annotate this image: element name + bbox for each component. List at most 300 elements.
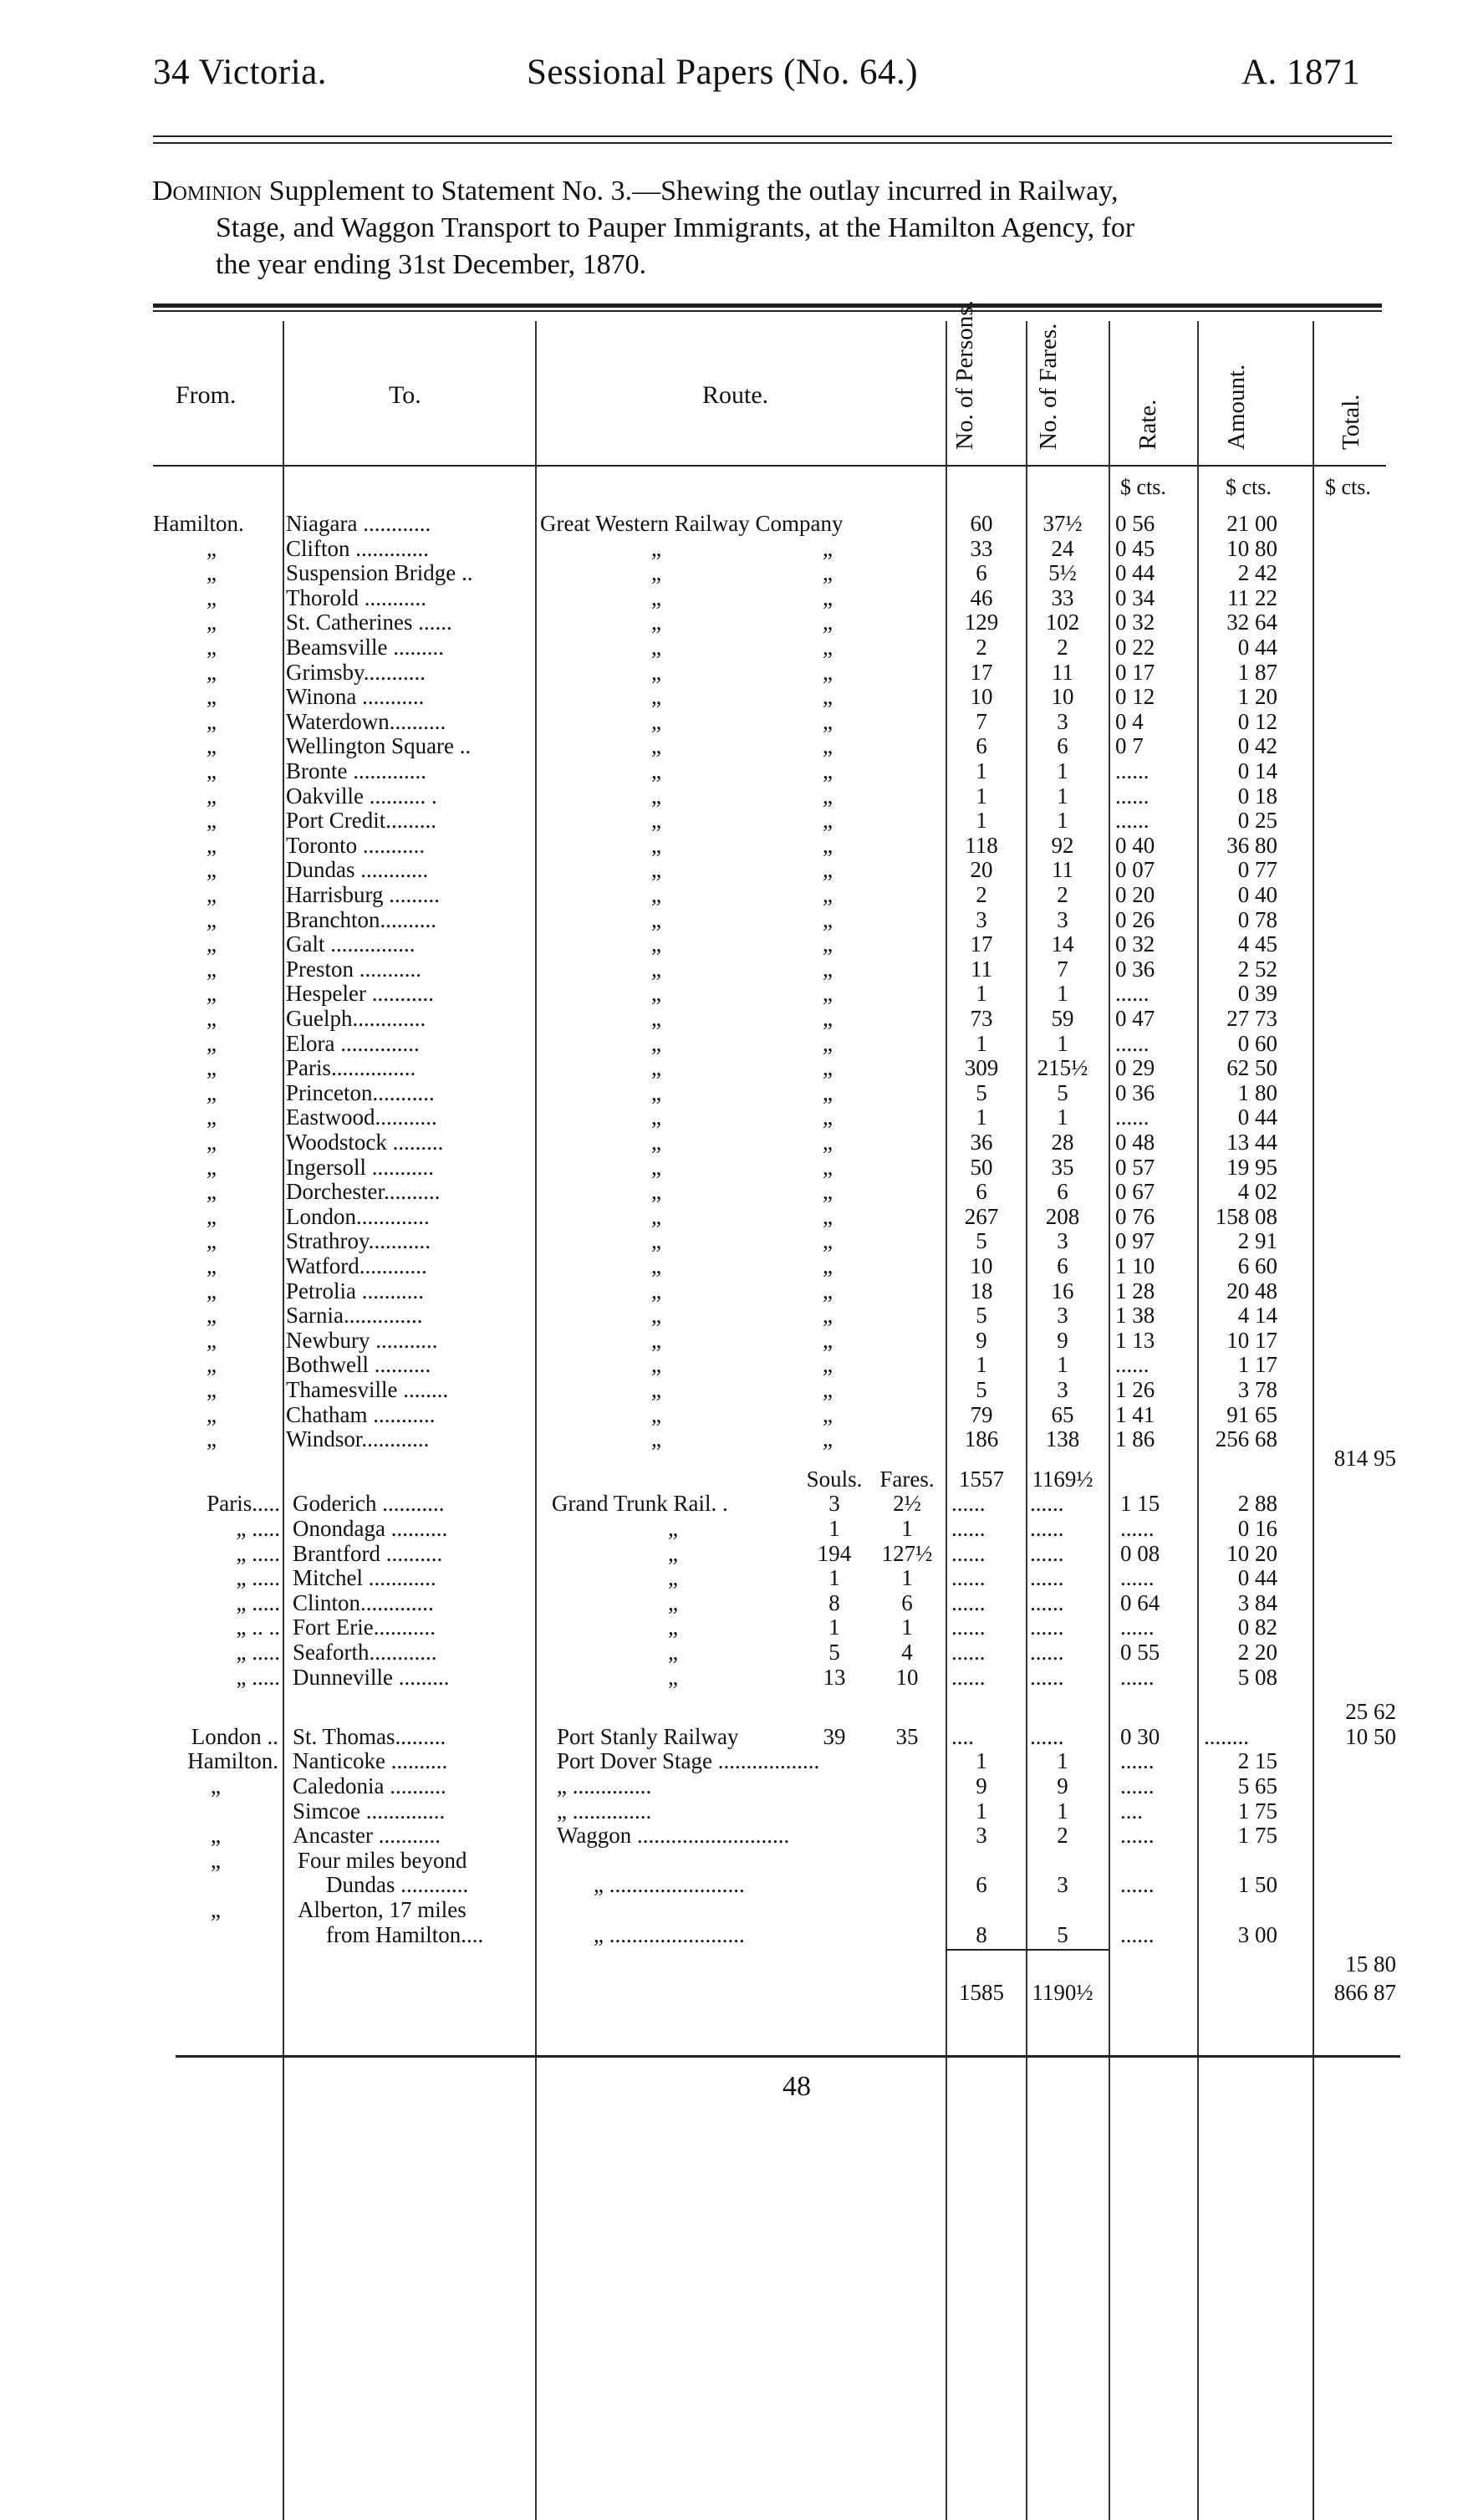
cell-fares: ......: [1030, 1540, 1064, 1566]
cell-route-company: „: [823, 1179, 833, 1205]
cell-to: Nanticoke ..........: [293, 1748, 448, 1774]
cell-persons: 1: [976, 808, 987, 834]
table-row: [0, 561, 1463, 586]
unit-amount: $ cts.: [1226, 475, 1272, 499]
table-row: [0, 512, 1463, 537]
cell-route-company: „: [823, 1303, 833, 1329]
cell-persons: 1: [976, 1104, 987, 1130]
cell-amount: 0 12: [1237, 708, 1277, 734]
cell-souls-fares: 1: [901, 1615, 913, 1640]
cell-amount: 19 95: [1226, 1154, 1277, 1180]
table-row: [0, 586, 1463, 611]
cell-persons: 11: [971, 956, 992, 982]
cell-persons: 1: [976, 758, 987, 783]
cell-rate: 0 36: [1115, 956, 1155, 982]
cell-fares: ......: [1030, 1565, 1064, 1591]
cell-rate: ......: [1120, 1872, 1155, 1898]
cell-to: Winona ...........: [286, 684, 425, 710]
cell-from: „: [206, 1327, 217, 1353]
cell-to: Beamsville .........: [286, 635, 444, 660]
cell-amount: 62 50: [1226, 1055, 1277, 1081]
table-row: [0, 1403, 1463, 1428]
cell-route-company: „: [823, 857, 833, 883]
cell-amount: 32 64: [1226, 610, 1277, 635]
cell-persons: 6: [976, 560, 987, 586]
table-row: [0, 685, 1463, 710]
cell-persons: 267: [964, 1203, 999, 1229]
table-row: [0, 1056, 1463, 1081]
cell-to: Dorchester..........: [286, 1179, 441, 1205]
cell-to: Strathroy...........: [286, 1228, 431, 1254]
table-row-line2: [0, 1923, 1463, 1948]
cell-from: „: [206, 1179, 217, 1205]
cell-souls: 1: [828, 1565, 840, 1591]
cell-persons: ....: [951, 1723, 974, 1749]
cell-rate: 1 28: [1115, 1278, 1155, 1303]
grand-persons: 1585: [959, 1979, 1004, 2005]
cell-fares: 35: [1051, 1154, 1074, 1180]
cell-from: „: [206, 1203, 217, 1229]
cell-fares: 59: [1051, 1006, 1074, 1031]
cell-persons: 7: [976, 708, 987, 734]
cell-fares: 1: [1057, 1104, 1068, 1130]
cell-rate: 0 32: [1115, 931, 1155, 957]
grand-fares: 1190½: [1032, 1979, 1093, 2005]
souls-fares-header: Fares.: [879, 1466, 935, 1492]
cell-from: „: [206, 906, 217, 932]
cell-route: „: [651, 931, 661, 957]
cell-rate: 1 26: [1115, 1377, 1155, 1402]
cell-persons: 118: [965, 832, 998, 858]
cell-amount: 27 73: [1226, 1006, 1277, 1031]
cell-route: „: [651, 584, 661, 610]
cell-to: Preston ...........: [286, 956, 421, 982]
cell-from: „: [206, 1303, 217, 1329]
cell-total: 10 50: [1345, 1723, 1396, 1749]
cell-amount: 10 80: [1226, 535, 1277, 561]
cell-route-company: „: [823, 1104, 833, 1130]
cell-amount: 0 14: [1237, 758, 1277, 783]
cell-rate: 0 20: [1115, 882, 1155, 907]
cell-route: „: [668, 1589, 678, 1615]
cell-souls: 39: [823, 1723, 846, 1749]
cell-route: „: [651, 1154, 661, 1180]
cell-rate: 1 13: [1115, 1327, 1155, 1353]
cell-fares: 1: [1057, 783, 1068, 809]
cell-from: „: [206, 1253, 217, 1278]
cell-route: „: [651, 1104, 661, 1130]
header-bottom-rule: [153, 465, 1386, 467]
cell-rate: ......: [1120, 1516, 1155, 1541]
header-title: Sessional Papers (No. 64.): [527, 53, 919, 92]
cell-route: „: [651, 733, 661, 759]
cell-route-company: „: [823, 1130, 833, 1155]
cell-route-company: „: [823, 1203, 833, 1229]
cell-fares: 65: [1051, 1401, 1074, 1427]
cell-rate: 0 12: [1115, 684, 1155, 710]
cell-from: „ .....: [236, 1540, 280, 1566]
cell-fares: 215½: [1037, 1055, 1088, 1081]
cell-route: „: [651, 882, 661, 907]
cell-rate: 0 55: [1120, 1640, 1160, 1665]
caption-line-1: Supplement to Statement No. 3.—Shewing the outlay incurred in Railway,: [262, 176, 1119, 207]
cell-route: „: [651, 659, 661, 685]
cell-amount: 11 22: [1227, 584, 1277, 610]
cell-to: Dunneville .........: [293, 1664, 450, 1690]
cell-amount: 0 16: [1237, 1516, 1277, 1541]
cell-fares: 9: [1057, 1773, 1068, 1798]
cell-amount: 2 52: [1237, 956, 1277, 982]
cell-route: „: [651, 906, 661, 932]
cell-to: Four miles beyond: [298, 1847, 467, 1873]
cell-route: „: [651, 708, 661, 734]
cell-rate: 0 30: [1120, 1723, 1160, 1749]
col-header-total: Total.: [1338, 394, 1364, 450]
cell-fares: ......: [1030, 1664, 1064, 1690]
cell-route-company: „: [823, 1327, 833, 1353]
cell-route: „: [651, 1228, 661, 1254]
cell-rate: 0 26: [1115, 906, 1155, 932]
cell-from: „: [211, 1897, 221, 1922]
cell-fares: 9: [1057, 1327, 1068, 1353]
cell-route-company: „: [823, 931, 833, 957]
cell-from: „: [206, 1104, 217, 1130]
cell-rate: 1 41: [1115, 1401, 1155, 1427]
table-row: [0, 1155, 1463, 1181]
table-row: [0, 784, 1463, 809]
cell-souls: 3: [828, 1491, 840, 1517]
cell-route: „: [668, 1615, 678, 1640]
cell-from: „ .....: [236, 1589, 280, 1615]
cell-fares: ......: [1030, 1491, 1064, 1517]
cell-fares: 3: [1057, 1377, 1068, 1402]
cell-amount: 10 17: [1226, 1327, 1277, 1353]
cell-route: „: [651, 1030, 661, 1056]
cell-route: „: [651, 1079, 661, 1105]
cell-fares: ......: [1030, 1615, 1064, 1640]
cell-from: „ .. ..: [236, 1615, 280, 1640]
cell-amount: 1 20: [1237, 684, 1277, 710]
table-row: [0, 1566, 1463, 1591]
cell-route: „: [668, 1516, 678, 1541]
cell-from: „: [206, 535, 217, 561]
cell-from: „: [206, 1278, 217, 1303]
cell-rate: 1 86: [1115, 1426, 1155, 1452]
cell-persons: 9: [976, 1773, 987, 1798]
cell-persons: 50: [970, 1154, 993, 1180]
cell-route: „: [651, 1303, 661, 1329]
cell-rate: ......: [1120, 1773, 1155, 1798]
cell-to: Harrisburg .........: [286, 882, 440, 907]
cell-route: „: [668, 1565, 678, 1591]
cell-route: „: [651, 981, 661, 1007]
cell-fares: 16: [1051, 1278, 1074, 1303]
cell-route-company: „: [823, 1253, 833, 1278]
cell-from: „: [206, 659, 217, 685]
cell-to: Alberton, 17 miles: [298, 1897, 466, 1922]
cell-persons: 20: [970, 857, 993, 883]
cell-fares: 11: [1052, 659, 1073, 685]
gt-total: 25 62: [1345, 1699, 1396, 1725]
cell-rate: 0 17: [1115, 659, 1155, 685]
cell-to: Onondaga ..........: [293, 1516, 448, 1541]
subtotal-total: 814 95: [1333, 1445, 1396, 1471]
cell-route: „ ..............: [557, 1773, 652, 1798]
cell-from: „: [206, 560, 217, 586]
cell-rate: ......: [1120, 1565, 1155, 1591]
cell-fares: 1: [1057, 808, 1068, 834]
cell-from: „: [206, 981, 217, 1007]
cell-fares: 3: [1057, 1303, 1068, 1329]
cell-route-company: „: [823, 783, 833, 809]
cell-fares: 1: [1057, 1030, 1068, 1056]
cell-route-company: „: [823, 560, 833, 586]
cell-souls-fares: 6: [901, 1589, 913, 1615]
cell-amount: 0 44: [1237, 1565, 1277, 1591]
cell-route-company: „: [823, 1055, 833, 1081]
cell-route: „: [651, 1203, 661, 1229]
cell-rate: ....: [1120, 1798, 1143, 1824]
table-row: [0, 537, 1463, 562]
col-header-persons: No. of Persons.: [951, 300, 978, 450]
cell-to: Sarnia..............: [286, 1303, 423, 1329]
cell-amount: 1 80: [1237, 1079, 1277, 1105]
cell-fares: 1: [1057, 1798, 1068, 1824]
table-row: [0, 1517, 1463, 1542]
cell-to: Dundas ............: [286, 857, 429, 883]
cell-fares: 5: [1057, 1079, 1068, 1105]
table-row-line1: [0, 1849, 1463, 1874]
cell-persons: ......: [951, 1540, 986, 1566]
cell-route: „: [651, 758, 661, 783]
cell-route: „: [651, 1055, 661, 1081]
cell-souls-fares: 127½: [881, 1540, 933, 1566]
cell-to: Elora ..............: [286, 1030, 420, 1056]
table-row: [0, 1492, 1463, 1517]
cell-persons: 33: [970, 535, 993, 561]
cell-to: Dundas ............: [326, 1872, 469, 1898]
cell-from: „: [206, 610, 217, 635]
cell-amount: 21 00: [1226, 511, 1277, 536]
cell-route-company: „: [823, 1278, 833, 1303]
cell-souls-fares: 10: [895, 1664, 919, 1690]
cell-amount: 1 17: [1237, 1352, 1277, 1378]
cell-fares: 2: [1057, 882, 1068, 907]
table-row: [0, 1640, 1463, 1666]
cell-rate: 1 15: [1120, 1491, 1160, 1517]
cell-route-company: „: [823, 733, 833, 759]
subtotal-total-row: [0, 1446, 1463, 1472]
subtotal-fares: 1169½: [1032, 1466, 1093, 1492]
table-row: [0, 957, 1463, 982]
cell-fares: 33: [1051, 584, 1074, 610]
cell-amount: 1 87: [1237, 659, 1277, 685]
cell-rate: ......: [1120, 1921, 1155, 1947]
table-row: [0, 610, 1463, 635]
cell-rate: ......: [1115, 981, 1150, 1007]
page-number: 48: [782, 2071, 811, 2102]
col-header-rate: Rate.: [1134, 399, 1161, 450]
cell-persons: 5: [976, 1303, 987, 1329]
table-row-line2: [0, 1873, 1463, 1898]
cell-to: Thamesville ........: [286, 1377, 449, 1402]
cell-to: Grimsby...........: [286, 659, 426, 685]
cell-fares: ......: [1030, 1589, 1064, 1615]
cell-fares: 3: [1057, 708, 1068, 734]
cell-route: „: [651, 1377, 661, 1402]
cell-from: „: [206, 1030, 217, 1056]
cell-route: „ ........................: [594, 1921, 745, 1947]
cell-route: „: [651, 1130, 661, 1155]
cell-route-company: „: [823, 981, 833, 1007]
cell-to: Oakville .......... .: [286, 783, 437, 809]
cell-to: Clinton.............: [293, 1589, 434, 1615]
grand-total-row: [0, 1981, 1463, 2006]
cell-route: „: [651, 956, 661, 982]
cell-rate: 0 08: [1120, 1540, 1160, 1566]
cell-amount: 91 65: [1226, 1401, 1277, 1427]
cell-rate: 0 64: [1120, 1589, 1160, 1615]
cell-to: Seaforth............: [293, 1640, 437, 1665]
cell-from: „: [206, 1377, 217, 1402]
cell-rate: 0 56: [1115, 511, 1155, 536]
cell-fares: ......: [1030, 1723, 1064, 1749]
table-row: [0, 883, 1463, 908]
cell-from: „: [206, 882, 217, 907]
table-row: [0, 858, 1463, 883]
cell-rate: 0 45: [1115, 535, 1155, 561]
cell-rate: 0 40: [1115, 832, 1155, 858]
cell-route: „ ........................: [594, 1872, 745, 1898]
cell-rate: ......: [1115, 783, 1150, 809]
cell-amount: 1 75: [1237, 1823, 1277, 1849]
cell-persons: 1: [976, 1798, 987, 1824]
table-caption: [152, 173, 1389, 283]
cell-from: „: [206, 956, 217, 982]
caption-line-2: Stage, and Waggon Transport to Pauper Immigrants, at the Hamilton Agency, for: [216, 212, 1135, 243]
table-row: [0, 1205, 1463, 1230]
unit-total: $ cts.: [1325, 475, 1371, 499]
cell-rate: 0 76: [1115, 1203, 1155, 1229]
cell-fares: 1: [1057, 981, 1068, 1007]
cell-from: „: [206, 635, 217, 660]
table-row: [0, 1824, 1463, 1849]
table-row: [0, 734, 1463, 759]
cell-amount: 0 40: [1237, 882, 1277, 907]
cell-persons: 46: [970, 584, 993, 610]
cell-souls-fares: 35: [895, 1723, 919, 1749]
cell-fares: 6: [1057, 733, 1068, 759]
cell-from: „: [206, 857, 217, 883]
cell-from: „: [206, 931, 217, 957]
table-row: [0, 1007, 1463, 1032]
cell-rate: ......: [1115, 808, 1150, 834]
cell-persons: 10: [970, 684, 993, 710]
cell-route-company: „: [823, 635, 833, 660]
cell-route-company: „: [823, 1030, 833, 1056]
cell-to: St. Thomas.........: [293, 1723, 446, 1749]
cell-to: Bronte .............: [286, 758, 426, 783]
cell-route-company: „: [823, 535, 833, 561]
cell-rate: 0 29: [1115, 1055, 1155, 1081]
cell-fares: 3: [1057, 1872, 1068, 1898]
cell-fares: 37½: [1042, 511, 1083, 536]
cell-to: Toronto ...........: [286, 832, 426, 858]
cell-route: „: [651, 857, 661, 883]
table-row: [0, 1180, 1463, 1205]
cell-rate: ......: [1115, 758, 1150, 783]
cell-persons: 309: [964, 1055, 999, 1081]
cell-amount: 0 77: [1237, 857, 1277, 883]
cell-persons: 17: [970, 659, 993, 685]
cell-from: „: [206, 1006, 217, 1031]
cell-to: Niagara ............: [286, 511, 431, 536]
cell-route: „: [651, 808, 661, 834]
cell-rate: 1 10: [1115, 1253, 1155, 1278]
cell-route: „: [651, 535, 661, 561]
cell-amount: 4 14: [1237, 1303, 1277, 1329]
cell-persons: 1: [976, 1748, 987, 1774]
cell-persons: 1: [976, 783, 987, 809]
cell-to: Fort Erie...........: [293, 1615, 436, 1640]
cell-amount: 2 20: [1237, 1640, 1277, 1665]
cell-persons: 2: [976, 882, 987, 907]
cell-amount: 0 42: [1237, 733, 1277, 759]
table-row: [0, 809, 1463, 834]
cell-souls-fares: 1: [901, 1516, 913, 1541]
cell-persons: ......: [951, 1664, 986, 1690]
cell-persons: 5: [976, 1377, 987, 1402]
cell-rate: ......: [1115, 1030, 1150, 1056]
cell-amount: 6 60: [1237, 1253, 1277, 1278]
cell-to: Guelph.............: [286, 1006, 426, 1031]
cell-from: „: [206, 1401, 217, 1427]
cell-rate: 0 32: [1115, 610, 1155, 635]
cell-to: Ingersoll ...........: [286, 1154, 434, 1180]
cell-amount: 10 20: [1226, 1540, 1277, 1566]
cell-to: Woodstock .........: [286, 1130, 444, 1155]
souls-header: Souls.: [806, 1466, 863, 1492]
cell-route: „ ..............: [557, 1798, 652, 1824]
cell-route: „: [651, 1426, 661, 1452]
cell-persons: ......: [951, 1491, 986, 1517]
cell-persons: 17: [970, 931, 993, 957]
cell-route-company: „: [823, 1352, 833, 1378]
cell-rate: 0 48: [1115, 1130, 1155, 1155]
cell-route-company: „: [823, 1154, 833, 1180]
cell-amount: 36 80: [1226, 832, 1277, 858]
cell-from: „ .....: [236, 1565, 280, 1591]
cell-route: Grand Trunk Rail. .: [552, 1491, 728, 1517]
cell-persons: ......: [951, 1615, 986, 1640]
table-row: [0, 1542, 1463, 1567]
table-row: [0, 1130, 1463, 1155]
cell-rate: ......: [1120, 1615, 1155, 1640]
cell-amount: 4 02: [1237, 1179, 1277, 1205]
col-header-to: To.: [389, 381, 421, 409]
cell-persons: ......: [951, 1589, 986, 1615]
cell-to: Bothwell ..........: [286, 1352, 431, 1378]
cell-route-company: „: [823, 1426, 833, 1452]
cell-persons: 73: [970, 1006, 993, 1031]
table-rule-top-thin: [153, 310, 1382, 312]
cell-persons: 36: [970, 1130, 993, 1155]
cell-rate: 0 34: [1115, 584, 1155, 610]
table-row: [0, 1105, 1463, 1130]
cell-from: „: [206, 584, 217, 610]
cell-amount: 2 15: [1237, 1748, 1277, 1774]
cell-rate: 0 07: [1115, 857, 1155, 883]
